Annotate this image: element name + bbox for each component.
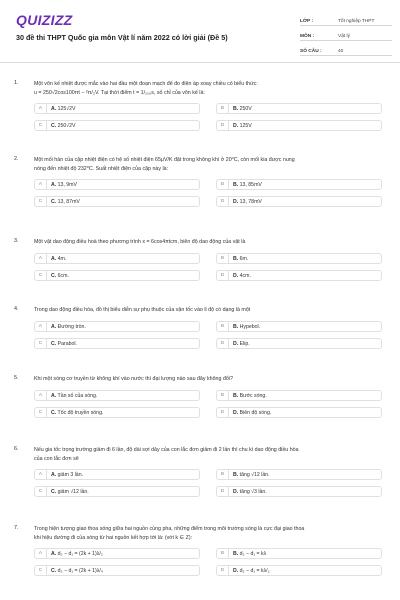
question-number: 7. — [14, 525, 19, 531]
option-c[interactable] — [34, 120, 200, 131]
question-text — [34, 238, 384, 247]
option-c[interactable] — [34, 407, 200, 418]
option-d[interactable] — [216, 486, 382, 497]
option-text: 125√2V — [57, 106, 76, 112]
option-b[interactable] — [216, 390, 382, 401]
question-text-line: Nếu gia tốc trọng trường giảm đi 6 lần, độ dài sợi dây của con lắc đơn giảm đi 2 lần thì chu kì dao động điều hòa — [34, 447, 299, 453]
option-b[interactable] — [216, 469, 382, 480]
question-text — [34, 446, 384, 463]
option-text-wrap — [51, 408, 103, 418]
option-text: d₂ − d₁ = kλ/₂ — [239, 568, 270, 574]
meta-row-subject — [300, 29, 392, 41]
option-a[interactable] — [34, 179, 200, 190]
question-number: 1. — [14, 80, 19, 86]
option-key: A. — [51, 106, 57, 112]
option-letter-box: C — [35, 197, 47, 207]
option-d[interactable] — [216, 407, 382, 418]
option-key: B. — [233, 551, 239, 557]
question-number: 3. — [14, 238, 19, 244]
option-key: A. — [51, 551, 57, 557]
option-letter-box: D — [217, 121, 229, 131]
question-text-line: của con lắc đơn sẽ — [34, 455, 79, 462]
document-title: 30 đề thi THPT Quốc gia môn Vật lí năm 2022 có lời giải (Đề 5) — [16, 33, 228, 42]
meta-value: 40 — [338, 49, 344, 54]
option-key: D. — [233, 199, 239, 205]
option-key: D. — [233, 340, 239, 347]
option-a[interactable] — [34, 103, 200, 114]
option-key: A. — [51, 182, 57, 188]
option-key: C. — [51, 409, 57, 416]
header-divider — [0, 62, 400, 63]
option-text: tăng √12 lần. — [239, 472, 270, 478]
option-a[interactable] — [34, 390, 200, 401]
option-text: 250V — [239, 106, 252, 112]
option-text-wrap — [51, 470, 83, 480]
option-text-wrap — [51, 487, 89, 497]
option-text-wrap — [51, 197, 80, 207]
option-text-wrap — [233, 487, 267, 497]
question-text — [34, 156, 384, 173]
option-text: Biên độ sóng. — [239, 409, 272, 416]
question-text — [34, 525, 384, 542]
option-a[interactable] — [34, 548, 200, 559]
option-text: giảm √12 lần. — [57, 489, 89, 495]
option-c[interactable] — [34, 486, 200, 497]
option-text: tăng √3 lần. — [239, 489, 267, 495]
option-text-wrap — [51, 549, 103, 559]
option-b[interactable] — [216, 103, 382, 114]
option-text: d₂ − d₁ = (2k + 1)λ/₄ — [57, 568, 103, 574]
option-letter-box: C — [35, 566, 47, 576]
option-letter-box: A — [35, 254, 47, 264]
option-key: A. — [51, 392, 57, 399]
option-letter-box: B — [217, 104, 229, 114]
option-c[interactable] — [34, 196, 200, 207]
option-key: C. — [51, 568, 57, 574]
option-text-wrap — [51, 104, 76, 114]
option-d[interactable] — [216, 338, 382, 349]
option-letter-box: D — [217, 271, 229, 281]
option-d[interactable] — [216, 120, 382, 131]
option-letter-box: B — [217, 180, 229, 190]
option-text-wrap — [233, 408, 271, 418]
option-text-wrap — [51, 271, 69, 281]
meta-label: LỚP : — [300, 19, 314, 24]
option-c[interactable] — [34, 270, 200, 281]
option-text-wrap — [233, 197, 262, 207]
option-text: 4cm. — [239, 272, 251, 279]
option-text-wrap — [233, 391, 267, 401]
option-letter-box: A — [35, 470, 47, 480]
option-key: C. — [51, 340, 57, 347]
option-key: A. — [51, 255, 57, 262]
option-key: D. — [233, 409, 239, 416]
option-key: D. — [233, 272, 239, 279]
option-d[interactable] — [216, 565, 382, 576]
option-a[interactable] — [34, 321, 200, 332]
option-b[interactable] — [216, 321, 382, 332]
option-text-wrap — [51, 254, 66, 264]
quizizz-logo: QUIZIZZ — [16, 12, 73, 28]
option-key: C. — [51, 489, 57, 495]
option-key: B. — [233, 106, 239, 112]
question-text-line: Trong hiện tượng giao thoa sóng giữa hai nguồn cùng pha, những điểm trong môi trường sóng là cực đại giao thoa — [34, 526, 305, 532]
option-key: C. — [51, 199, 57, 205]
question-text-line: Trong dao động điều hòa, đồ thị biểu diễn sự phụ thuộc của vận tốc vào li độ có dạng là một — [34, 307, 251, 313]
option-text: 250√2V — [57, 123, 76, 129]
option-letter-box: C — [35, 339, 47, 349]
option-letter-box: C — [35, 271, 47, 281]
option-text-wrap — [233, 470, 270, 480]
option-text: 13, 87mV — [57, 199, 80, 205]
option-text-wrap — [233, 121, 252, 131]
option-letter-box: A — [35, 104, 47, 114]
option-text: Tốc độ truyền sóng. — [57, 409, 104, 416]
option-letter-box: A — [35, 322, 47, 332]
option-key: B. — [233, 255, 239, 262]
option-text: d₂ − d₁ = kλ — [239, 551, 267, 557]
question-text-line: khi hiệu đường đi của sóng từ hai nguồn kết hợp tới là: (với k ∈ Z): — [34, 534, 193, 541]
meta-label: SỐ CÂU : — [300, 49, 322, 54]
option-b[interactable] — [216, 179, 382, 190]
option-d[interactable] — [216, 270, 382, 281]
option-key: A. — [51, 323, 57, 330]
option-b[interactable] — [216, 548, 382, 559]
option-text-wrap — [51, 339, 77, 349]
question-number: 2. — [14, 156, 19, 162]
meta-value: Tốt nghiệp THPT — [338, 19, 375, 24]
question-number: 5. — [14, 375, 19, 381]
option-letter-box: D — [217, 339, 229, 349]
option-text: 13, 9mV — [57, 182, 77, 188]
option-letter-box: B — [217, 391, 229, 401]
option-letter-box: B — [217, 470, 229, 480]
option-letter-box: D — [217, 487, 229, 497]
question-text — [34, 375, 384, 384]
option-letter-box: B — [217, 549, 229, 559]
option-letter-box: A — [35, 180, 47, 190]
question-text — [34, 80, 384, 97]
option-text-wrap — [233, 339, 250, 349]
option-text-wrap — [51, 322, 86, 332]
option-text: Tần số của sóng. — [57, 392, 98, 399]
option-text-wrap — [51, 121, 76, 131]
option-text: 13, 78mV — [239, 199, 262, 205]
option-d[interactable] — [216, 196, 382, 207]
option-key: B. — [233, 182, 239, 188]
option-a[interactable] — [34, 253, 200, 264]
option-text: Parabol. — [57, 340, 77, 347]
option-text-wrap — [51, 180, 77, 190]
option-text-wrap — [233, 566, 270, 576]
option-text: 6cm. — [57, 272, 69, 279]
option-letter-box: B — [217, 254, 229, 264]
option-letter-box: D — [217, 408, 229, 418]
question-text-line: Khi một sóng cơ truyền từ không khí vào nước thì đại lượng nào sau đây không đổi? — [34, 376, 233, 382]
option-text: Hypebol. — [239, 323, 261, 330]
option-c[interactable] — [34, 565, 200, 576]
option-letter-box: C — [35, 408, 47, 418]
option-text: 13, 85mV — [239, 182, 262, 188]
option-text: 6m. — [239, 255, 249, 262]
question-text-line: Một vôn kế nhiệt được mắc vào hai đầu một đoạn mạch để đo điện áp xoay chiều có biểu thức: — [34, 81, 258, 87]
option-text-wrap — [233, 180, 262, 190]
meta-row-class — [300, 14, 392, 26]
option-text-wrap — [233, 254, 248, 264]
option-text: 4m. — [57, 255, 67, 262]
option-text-wrap — [233, 549, 266, 559]
option-text: Bước sóng. — [239, 392, 267, 399]
option-key: C. — [51, 272, 57, 279]
option-letter-box: D — [217, 197, 229, 207]
option-text-wrap — [233, 271, 251, 281]
question-text-line: Một vật dao động điều hoà theo phương trình x = 6cos4πtcm, biên độ dao động của vật là — [34, 239, 246, 245]
option-letter-box: B — [217, 322, 229, 332]
option-key: D. — [233, 489, 239, 495]
option-letter-box: C — [35, 487, 47, 497]
option-key: C. — [51, 123, 57, 129]
question-text-line: u = 250√2cos100πt − ²π/₃V. Tại thời điểm t = 1/₁₀₀s, số chỉ của vôn kế là: — [34, 89, 205, 96]
option-text: 125V — [239, 123, 252, 129]
option-letter-box: C — [35, 121, 47, 131]
option-text-wrap — [233, 322, 260, 332]
option-letter-box: D — [217, 566, 229, 576]
option-key: B. — [233, 392, 239, 399]
option-letter-box: A — [35, 391, 47, 401]
option-c[interactable] — [34, 338, 200, 349]
option-text: Elip. — [239, 340, 250, 347]
option-text: Đường tròn. — [57, 323, 86, 330]
option-key: B. — [233, 323, 239, 330]
question-number: 6. — [14, 446, 19, 452]
question-number: 4. — [14, 306, 19, 312]
option-a[interactable] — [34, 469, 200, 480]
question-text-line: nóng đến nhiệt độ 232⁰C. Suất nhiệt điện của cặp này là: — [34, 165, 169, 172]
option-text: d₂ − d₁ = (2k + 1)λ/₂ — [57, 551, 103, 557]
option-letter-box: A — [35, 549, 47, 559]
question-text-line: Một mối hàn của cặp nhiệt điện có hệ số nhiệt điện 65μV/K đặt trong không khí ở 20⁰C, còn mối kia được nung — [34, 157, 295, 163]
option-key: D. — [233, 568, 239, 574]
option-text: giảm 3 lần. — [57, 472, 84, 478]
meta-value: Vật lý — [338, 34, 350, 39]
meta-row-count — [300, 44, 392, 56]
option-key: D. — [233, 123, 239, 129]
option-key: B. — [233, 472, 239, 478]
option-text-wrap — [233, 104, 252, 114]
option-text-wrap — [51, 566, 103, 576]
option-text-wrap — [51, 391, 97, 401]
option-key: A. — [51, 472, 57, 478]
meta-info — [300, 14, 392, 59]
meta-label: MÔN : — [300, 34, 315, 39]
question-text — [34, 306, 384, 315]
option-b[interactable] — [216, 253, 382, 264]
